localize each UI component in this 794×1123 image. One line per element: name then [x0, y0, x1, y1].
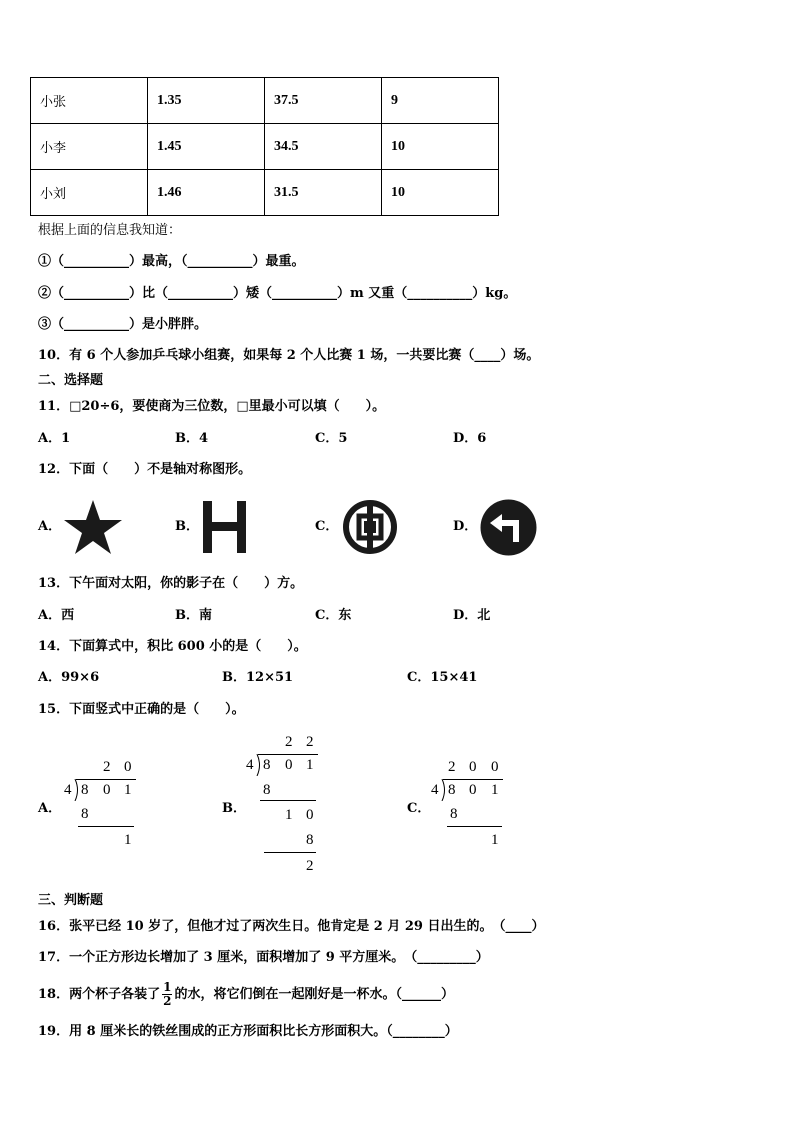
intro-text: 根据上面的信息我知道： [38, 223, 182, 238]
subtraction-line [260, 800, 316, 801]
option-a: A．1 [38, 431, 71, 446]
divisor: 4 [246, 757, 254, 773]
option-a: A． [38, 519, 62, 534]
table-row [31, 78, 499, 124]
division-bar [76, 779, 136, 780]
question-18-post: 的水，将它们倒在一起刚好是一杯水。（______） [174, 987, 454, 1002]
option-c: C．东 [315, 608, 352, 623]
letter-h-icon [203, 501, 246, 553]
option-b: B．4 [175, 431, 209, 446]
division-bracket [73, 779, 81, 801]
subtraction-line [78, 826, 134, 827]
option-b: B．南 [175, 608, 212, 623]
question-17: 17．一个正方形边长增加了 3 厘米，面积增加了 9 平方厘米。 （_________） [38, 950, 489, 965]
table-cell: 10 [382, 170, 499, 216]
remainder: 1 [124, 832, 132, 848]
sub-question-1: ①（__________）最高，（__________）最重。 [38, 254, 305, 269]
table-row [31, 170, 499, 216]
option-c: C．15×41 [407, 670, 478, 685]
question-16: 16．张平已经 10 岁了，但他才过了两次生日。他肯定是 2 月 29 日出生的。 （____） [38, 919, 545, 934]
division-bracket [255, 754, 263, 776]
subtraction-line [264, 852, 316, 853]
remainder: 1 [491, 832, 499, 848]
quotient-digit: 0 [491, 759, 499, 775]
question-14: 14．下面算式中，积比 600 小的是（ ）。 [38, 639, 307, 654]
option-a: A． [38, 801, 62, 816]
option-c: C． [315, 519, 339, 534]
table-cell: 31.5 [265, 170, 382, 216]
section-title-judgement: 三、判断题 [38, 893, 104, 908]
option-a: A．99×6 [38, 670, 100, 685]
question-18-pre: 18．两个杯子各装了 [38, 987, 161, 1002]
dividend-digit: 0 [285, 757, 293, 773]
turn-left-sign-icon [480, 499, 537, 556]
option-a: A．西 [38, 608, 75, 623]
dividend-digit: 1 [124, 782, 132, 798]
table-cell: 10 [382, 124, 499, 170]
table-cell: 37.5 [265, 78, 382, 124]
bank-logo-icon [342, 499, 398, 555]
option-b: B． [222, 801, 246, 816]
subtrahend: 8 [450, 806, 458, 822]
question-18 [38, 978, 454, 1012]
quotient-digit: 2 [306, 734, 314, 750]
quotient-digit: 2 [448, 759, 456, 775]
question-15: 15．下面竖式中正确的是（ ）。 [38, 702, 245, 717]
partial-dividend-digit: 0 [306, 807, 314, 823]
question-13: 13．下午面对太阳，你的影子在（ ）方。 [38, 576, 304, 591]
option-b: B．12×51 [222, 670, 294, 685]
option-b: B． [175, 519, 199, 534]
section-title-choice: 二、选择题 [38, 373, 104, 388]
division-bar [443, 779, 503, 780]
star-icon [62, 499, 124, 555]
table-cell: 小刘 [31, 170, 148, 216]
division-bar [258, 754, 318, 755]
subtrahend: 8 [263, 782, 271, 798]
dividend-digit: 1 [491, 782, 499, 798]
table-cell: 1.46 [148, 170, 265, 216]
dividend-digit: 8 [448, 782, 456, 798]
sub-question-3: ③（__________）是小胖胖。 [38, 317, 208, 332]
partial-dividend-digit: 1 [285, 807, 293, 823]
table-cell: 9 [382, 78, 499, 124]
option-d: D． [453, 519, 478, 534]
quotient-digit: 0 [469, 759, 477, 775]
table-cell: 小张 [31, 78, 148, 124]
remainder: 2 [306, 858, 314, 874]
option-c: C． [407, 801, 431, 816]
question-10: 10．有 6 个人参加乒乓球小组赛，如果每 2 个人比赛 1 场，一共要比赛（____）场。 [38, 348, 540, 363]
option-c: C．5 [315, 431, 348, 446]
option-d: D．北 [453, 608, 491, 623]
question-11: 11．□20÷6，要使商为三位数，□里最小可以填（ ）。 [38, 399, 386, 414]
table-cell: 小李 [31, 124, 148, 170]
division-bracket [440, 779, 448, 801]
question-19: 19．用 8 厘米长的铁丝围成的正方形面积比长方形面积大。（________） [38, 1024, 458, 1039]
dividend-digit: 0 [103, 782, 111, 798]
info-table [30, 77, 499, 216]
divisor: 4 [64, 782, 72, 798]
sub-question-2: ②（__________）比（__________）矮（__________）m 又重（__________）kg。 [38, 286, 517, 301]
option-d: D．6 [453, 431, 487, 446]
table-cell: 34.5 [265, 124, 382, 170]
table-cell: 1.45 [148, 124, 265, 170]
subtraction-line [447, 826, 502, 827]
quotient-digit: 0 [124, 759, 132, 775]
fraction-one-half [162, 981, 172, 1008]
divisor: 4 [431, 782, 439, 798]
quotient-digit: 2 [285, 734, 293, 750]
quotient-digit: 2 [103, 759, 111, 775]
subtrahend: 8 [81, 806, 89, 822]
dividend-digit: 8 [263, 757, 271, 773]
subtrahend: 8 [306, 832, 314, 848]
question-12: 12．下面（ ）不是轴对称图形。 [38, 462, 252, 477]
dividend-digit: 0 [469, 782, 477, 798]
dividend-digit: 1 [306, 757, 314, 773]
fraction-denominator: 2 [163, 994, 172, 1008]
fraction-numerator: 1 [163, 980, 172, 994]
table-row [31, 124, 499, 170]
table-cell: 1.35 [148, 78, 265, 124]
dividend-digit: 8 [81, 782, 89, 798]
